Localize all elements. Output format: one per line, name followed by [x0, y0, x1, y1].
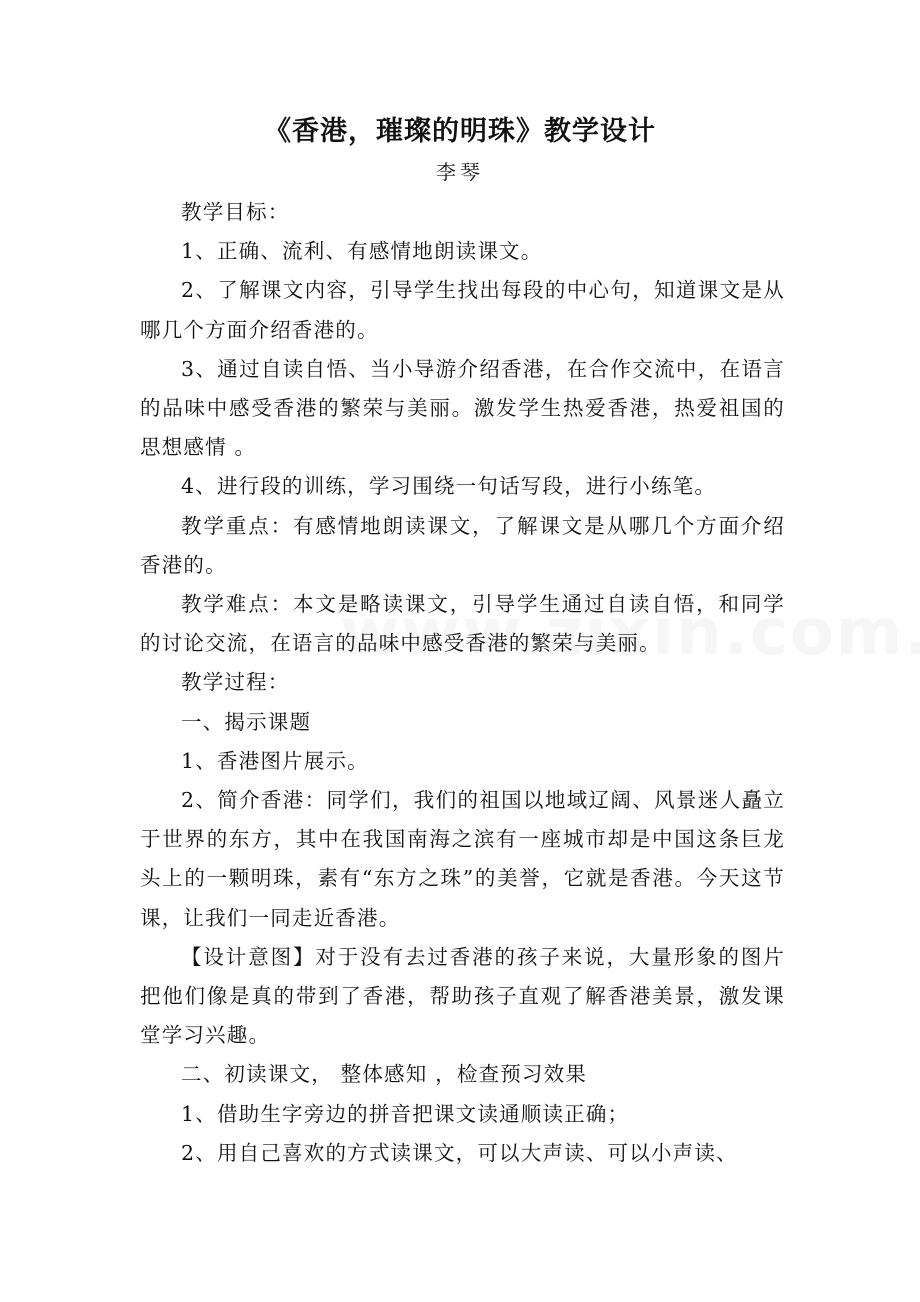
paragraph: 二、初读课文， 整体感知 ，检查预习效果 [181, 1062, 588, 1087]
paragraph: 教学目标： [181, 200, 290, 224]
document-title: 《香港，璀璨的明珠》教学设计 [264, 116, 656, 147]
paragraph: 2、用自己喜欢的方式读课文，可以大声读、可以小声读、 [181, 1140, 738, 1165]
paragraph: 4、进行段的训练，学习围绕一句话写段，进行小练笔。 [181, 474, 717, 499]
paragraph: 教学过程： [181, 670, 290, 695]
paragraph: 1、正确、流利、有感情地朗读课文。 [181, 239, 543, 264]
paragraph: 教学难点：本文是略读课文，引导学生通过自读自悟，和同学的讨论交流，在语言的品味中感受香港的繁荣与美丽。 [140, 592, 785, 656]
document-body [140, 193, 785, 1173]
paragraph: 【设计意图】对于没有去过香港的孩子来说，大量形象的图片把他们像是真的带到了香港，帮助孩子直观了解香港美景，激发课堂学习兴趣。 [140, 944, 785, 1048]
paragraph: 教学重点：有感情地朗读课文，了解课文是从哪几个方面介绍香港的。 [140, 513, 785, 577]
paragraph: 1、借助生字旁边的拼音把课文读通顺读正确； [181, 1101, 630, 1126]
document-author: 李琴 [436, 160, 484, 184]
paragraph: 1、香港图片展示。 [181, 748, 369, 773]
paragraph: 一、揭示课题 [181, 709, 312, 734]
paragraph: 2、简介香港：同学们，我们的祖国以地域辽阔、风景迷人矗立于世界的东方，其中在我国南海之滨有一座城市却是中国这条巨龙头上的一颗明珠，素有“东方之珠”的美誉，它就是香港。今天这节课，让我们一同走近香港。 [140, 788, 785, 930]
paragraph: 2、了解课文内容，引导学生找出每段的中心句，知道课文是从哪几个方面介绍香港的。 [140, 278, 785, 342]
paragraph: 3、通过自读自悟、当小导游介绍香港，在合作交流中，在语言的品味中感受香港的繁荣与美丽。激发学生热爱香港，热爱祖国的思想感情 。 [140, 356, 785, 460]
